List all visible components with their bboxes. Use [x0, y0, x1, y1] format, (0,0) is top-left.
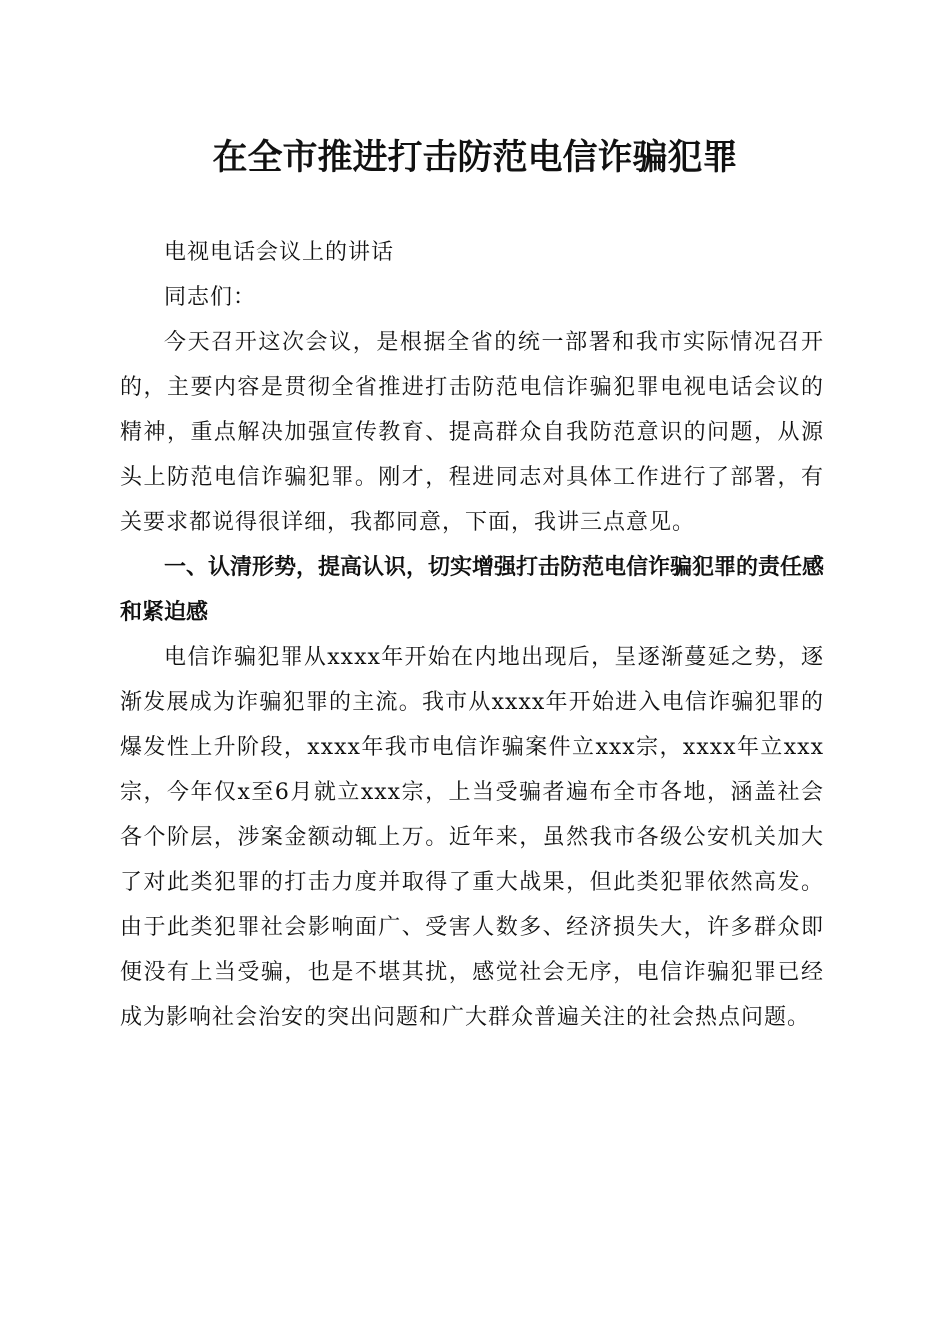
section-heading: 一、认清形势，提高认识，切实增强打击防范电信诈骗犯罪的责任感和紧迫感 [120, 555, 825, 625]
intro-paragraph: 今天召开这次会议，是根据全省的统一部署和我市实际情况召开的，主要内容是贯彻全省推进打击防范电信诈骗犯罪电视电话会议的精神，重点解决加强宣传教育、提高群众自我防范意识的问题，从源头上防范电信诈骗犯罪。刚才，程进同志对具体工作进行了部署，有关要求都说得很详细，我都同意，下面，我讲三点意见。 [120, 330, 824, 535]
document-title: 在全市推进打击防范电信诈骗犯罪 [212, 137, 738, 178]
subtitle: 电视电话会议上的讲话 [164, 240, 395, 265]
section-paragraph: 电信诈骗犯罪从xxxx年开始在内地出现后，呈逐渐蔓延之势，逐渐发展成为诈骗犯罪的主流。我市从xxxx年开始进入电信诈骗犯罪的爆发性上升阶段，xxxx年我市电信诈骗案件立xxx宗，xxxx年立xxx宗，今年仅x至6月就立xxx宗，上当受骗者遍布全市各地，涵盖社会各个阶层，涉案金额动辄上万。近年来，虽然我市各级公安机关加大了对此类犯罪的打击力度并取得了重大战果，但此类犯罪依然高发。由于此类犯罪社会影响面广、受害人数多、经济损失大，许多群众即便没有上当受骗，也是不堪其扰，感觉社会无序，电信诈骗犯罪已经成为影响社会治安的突出问题和广大群众普遍关注的社会热点问题。 [120, 645, 824, 1030]
salutation: 同志们： [164, 285, 257, 310]
document-body [120, 230, 824, 1040]
